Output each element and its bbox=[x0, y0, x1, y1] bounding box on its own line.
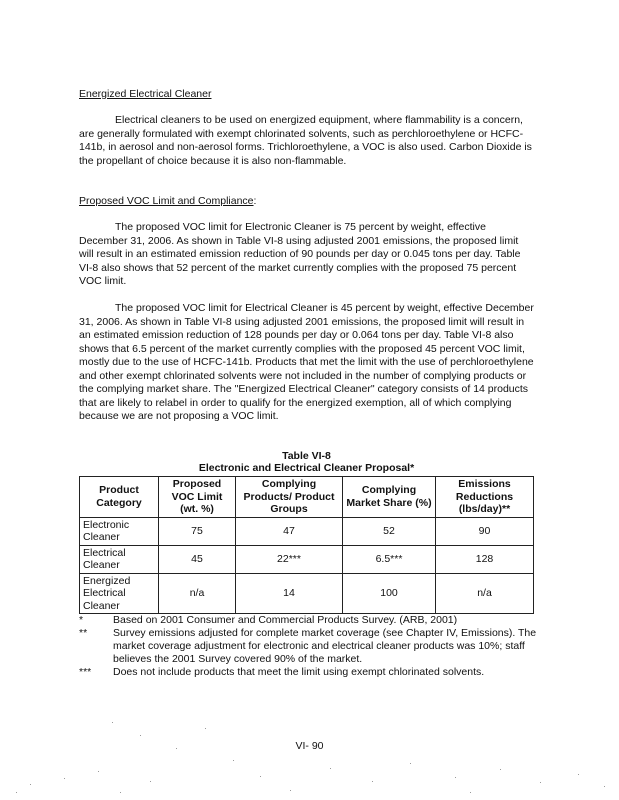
section-heading-proposed-voc: Proposed VOC Limit and Compliance: bbox=[79, 195, 257, 207]
table-title: Electronic and Electrical Cleaner Proposal* bbox=[198, 462, 415, 474]
footnote bbox=[79, 666, 539, 679]
footnote-mark: * bbox=[79, 614, 84, 626]
table-header-row bbox=[80, 477, 534, 518]
cell-market-share: 52 bbox=[343, 517, 436, 545]
paragraph-electrical-cleaner: The proposed VOC limit for Electrical Cleaner is 45 percent by weight, effective December 31, 2006. As shown in Table VI-8 using adjusted 2001 emissions, the proposed limit will result in an estimated emission reduction of 128 pounds per day or 0.064 tons per day. Table VI-8 also shows that 6.5 percent of the market currently complies with the proposed 45 percent VOC limit, mostly due to the use of HCFC-141b. Products that met the limit with the use of perchloroethylene and other exempt chlorinated solvents were not included in the number of complying products or the complying market share. The "Energized Electrical Cleaner" category consists of 14 products that are likely to relabel in order to qualify for the energized exemption, all of which complying because we are not proposing a VOC limit. bbox=[79, 302, 534, 422]
table-row bbox=[80, 545, 534, 573]
footnotes bbox=[79, 614, 539, 679]
header-market-share: Complying Market Share (%) bbox=[343, 477, 436, 518]
cell-category: Energized Electrical Cleaner bbox=[80, 573, 159, 614]
cell-complying-products: 14 bbox=[236, 573, 343, 614]
cell-emissions: 90 bbox=[436, 517, 534, 545]
table-row bbox=[80, 573, 534, 614]
paragraph-electronic-cleaner: The proposed VOC limit for Electronic Cleaner is 75 percent by weight, effective December 31, 2006. As shown in Table VI-8 using adjusted 2001 emissions, the proposed limit will result in an estimated emission reduction of 90 pounds per day or 0.045 tons per day. Table VI-8 also shows that 52 percent of the market currently complies with the proposed 75 percent VOC limit. bbox=[79, 221, 521, 287]
table-row bbox=[80, 517, 534, 545]
cell-voc-limit: 45 bbox=[159, 545, 236, 573]
footnote-text: Survey emissions adjusted for complete market coverage (see Chapter IV, Emissions). The market coverage adjustment for electronic and electrical cleaner products was 10%; staff believes the 2001 Survey covered 90% of the market. bbox=[113, 627, 537, 665]
header-complying-products: Complying Products/ Product Groups bbox=[236, 477, 343, 518]
cell-emissions: 128 bbox=[436, 545, 534, 573]
section-heading-energized: Energized Electrical Cleaner bbox=[79, 88, 212, 100]
footnote bbox=[79, 614, 539, 627]
cell-category: Electronic Cleaner bbox=[80, 517, 159, 545]
footnote-text: Based on 2001 Consumer and Commercial Products Survey. (ARB, 2001) bbox=[113, 614, 458, 626]
cell-emissions: n/a bbox=[436, 573, 534, 614]
header-product-category: Product Category bbox=[80, 477, 159, 518]
cell-market-share: 100 bbox=[343, 573, 436, 614]
cell-complying-products: 47 bbox=[236, 517, 343, 545]
cell-complying-products: 22*** bbox=[236, 545, 343, 573]
voc-table bbox=[79, 476, 534, 614]
page-number: VI- 90 bbox=[295, 740, 324, 752]
footnote-mark: ** bbox=[79, 627, 88, 639]
footnote bbox=[79, 627, 539, 666]
table-number: Table VI-8 bbox=[282, 450, 331, 462]
cell-voc-limit: 75 bbox=[159, 517, 236, 545]
paragraph-energized: Electrical cleaners to be used on energized equipment, where flammability is a concern, are generally formulated with exempt chlorinated solvents, such as perchloroethylene or HCFC-141b, in aerosol and non-aerosol forms. Trichloroethylene, a VOC is also used. Carbon Dioxide is the propellant of choice because it is also non-flammable. bbox=[79, 114, 532, 167]
cell-market-share: 6.5*** bbox=[343, 545, 436, 573]
header-voc-limit: Proposed VOC Limit (wt. %) bbox=[159, 477, 236, 518]
footnote-mark: *** bbox=[79, 666, 92, 678]
footnote-text: Does not include products that meet the limit using exempt chlorinated solvents. bbox=[113, 666, 485, 678]
cell-voc-limit: n/a bbox=[159, 573, 236, 614]
cell-category: Electrical Cleaner bbox=[80, 545, 159, 573]
header-emissions-reductions: Emissions Reductions (lbs/day)** bbox=[436, 477, 534, 518]
